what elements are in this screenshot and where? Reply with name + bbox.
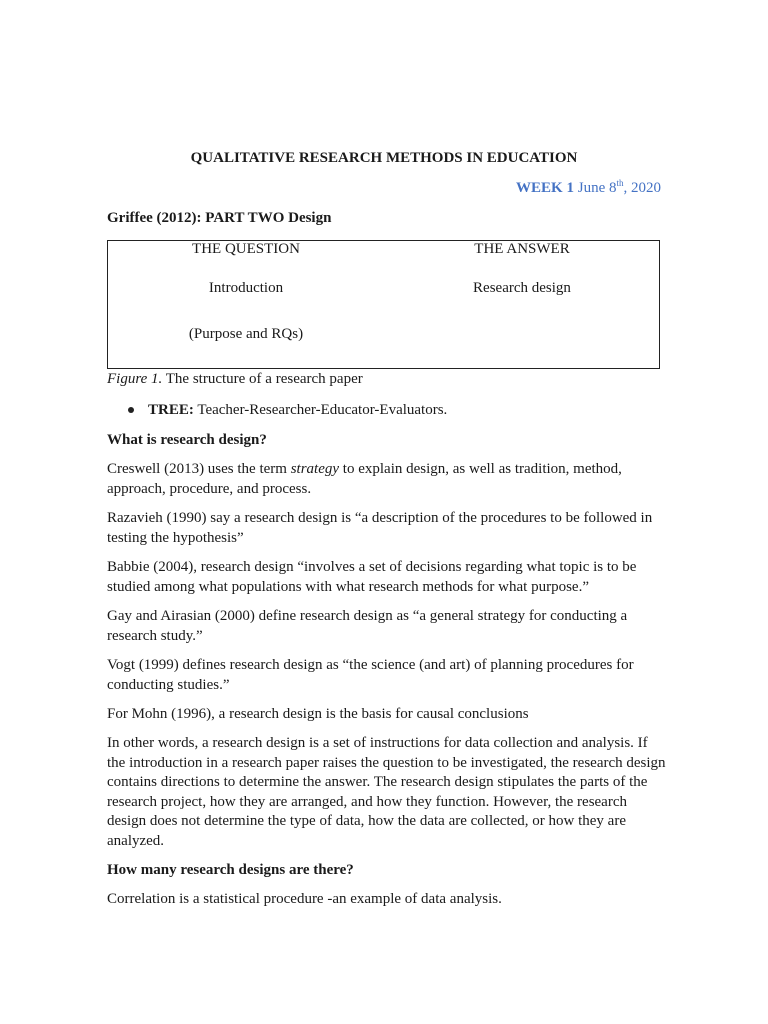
date-prefix: June 8 [577,180,617,196]
creswell-before: Creswell (2013) uses the term [107,461,291,477]
bullet-dot-icon [128,407,134,413]
document-title: QUALITATIVE RESEARCH METHODS IN EDUCATION [190,150,578,166]
paragraph-gay-airasian: Gay and Airasian (2000) define research design as “a general strategy for conducting a research study.” [107,608,628,644]
paragraph-vogt: Vogt (1999) defines research design as “the science (and art) of planning procedures for conducting studies.” [107,657,634,693]
paragraph-mohn: For Mohn (1996), a research design is the basis for causal conclusions [107,706,529,722]
paragraph-babbie: Babbie (2004), research design “involves a set of decisions regarding what topic is to be studied among what populations with what research methods for what purpose.” [107,559,637,595]
bullet-term: TREE: [148,402,194,418]
answer-header: THE ANSWER [474,241,570,257]
paragraph-correlation: Correlation is a statistical procedure -an example of data analysis. [107,891,502,907]
heading-what-is-research-design: What is research design? [107,432,267,448]
week-date-line [516,180,661,197]
answer-item-research-design: Research design [473,280,571,296]
paragraph-in-other-words: In other words, a research design is a set of instructions for data collection and analysis. If the introduction in a research paper raises the question to be investigated, the research design contains directions to determine the answer. The research design stipulates the parts of the research project, how they are arranged, and how they function. However, the research design does not determine the type of data, how the data are collected, or how they are analyzed. [107,735,666,849]
heading-how-many-designs: How many research designs are there? [107,862,354,878]
date-suffix: , 2020 [623,180,661,196]
figure-caption-text: The structure of a research paper [162,371,363,387]
bullet-definition: Teacher-Researcher-Educator-Evaluators. [193,402,448,418]
creswell-after: to explain design, as well as tradition, method, approach, procedure, and process. [107,461,622,497]
question-item-purpose: (Purpose and RQs) [188,326,304,342]
figure-caption [107,371,363,388]
section-heading: Griffee (2012): PART TWO Design [107,210,332,226]
paragraph-razavieh: Razavieh (1990) say a research design is “a description of the procedures to be followed in testing the hypothesis” [107,510,653,546]
creswell-italic: strategy [290,461,340,477]
figure-label: Figure 1. [107,371,163,387]
question-item-introduction: Introduction [208,280,284,296]
question-header: THE QUESTION [192,241,300,257]
structure-table [107,240,660,369]
date-superscript: th [616,178,624,188]
paragraph-creswell [107,460,667,499]
tree-bullet [128,402,447,419]
week-label: WEEK 1 [516,180,574,196]
